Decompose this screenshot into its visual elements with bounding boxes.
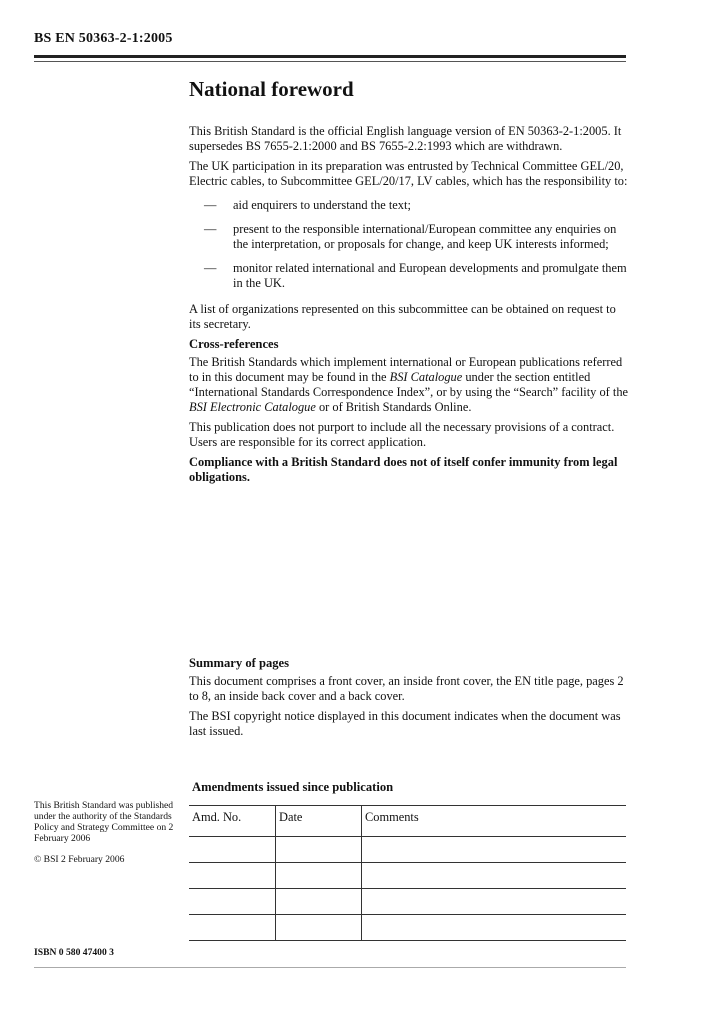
cross-references-heading: Cross-references bbox=[189, 337, 279, 351]
table-row bbox=[189, 837, 626, 863]
dash-bullet: — bbox=[204, 222, 217, 236]
foreword-body bbox=[189, 124, 629, 490]
amendments-title: Amendments issued since publication bbox=[192, 780, 394, 794]
list-item bbox=[189, 222, 629, 252]
column-header-date: Date bbox=[276, 806, 362, 837]
table-cell bbox=[189, 837, 276, 863]
table-header-row bbox=[189, 806, 626, 837]
table-cell bbox=[276, 915, 362, 941]
table-cell bbox=[362, 863, 627, 889]
provisions-paragraph: This publication does not purport to include all the necessary provisions of a contract. Users are responsible for its correct application. bbox=[189, 420, 615, 449]
responsibility-list bbox=[189, 198, 629, 291]
cross-ref-text: The British Standards which implement international or European publications referred to in this document may be found in the bbox=[189, 355, 623, 384]
footer-rule bbox=[34, 967, 626, 968]
intro-paragraph: This British Standard is the official English language version of EN 50363-2-1:2005. It supersedes BS 7655-2.1:2000 and BS 7655-2.2:1993 which are withdrawn. bbox=[189, 124, 622, 153]
table-cell bbox=[276, 837, 362, 863]
table-row bbox=[189, 863, 626, 889]
bsi-electronic-catalogue-ref: BSI Electronic Catalogue bbox=[189, 400, 316, 414]
table-cell bbox=[189, 863, 276, 889]
table-cell bbox=[276, 863, 362, 889]
amendments-table bbox=[189, 805, 626, 941]
cross-ref-text: or of British Standards Online. bbox=[315, 400, 472, 414]
list-item bbox=[189, 261, 629, 291]
column-header-amd-no: Amd. No. bbox=[189, 806, 276, 837]
table-cell bbox=[362, 889, 627, 915]
document-id: BS EN 50363-2-1:2005 bbox=[34, 31, 173, 46]
table-cell bbox=[362, 837, 627, 863]
organizations-note: A list of organizations represented on this subcommittee can be obtained on request to its secretary. bbox=[189, 302, 616, 331]
publication-authority-note: This British Standard was published under the authority of the Standards Policy and Strategy Committee on 2 February 2006 bbox=[34, 800, 174, 844]
copyright-line: © BSI 2 February 2006 bbox=[34, 854, 125, 865]
table-cell bbox=[189, 889, 276, 915]
header-rule-thin bbox=[34, 61, 626, 62]
list-item bbox=[189, 198, 629, 213]
dash-bullet: — bbox=[204, 261, 217, 275]
cross-references-paragraph bbox=[189, 355, 629, 415]
header-rule-thick bbox=[34, 55, 626, 58]
summary-of-pages bbox=[189, 656, 629, 744]
column-header-comments: Comments bbox=[362, 806, 627, 837]
table-row bbox=[189, 889, 626, 915]
list-item-text: aid enquirers to understand the text; bbox=[233, 198, 411, 212]
table-cell bbox=[276, 889, 362, 915]
summary-paragraph: This document comprises a front cover, an inside front cover, the EN title page, pages 2 to 8, an inside back cover and a back cover. bbox=[189, 674, 624, 703]
list-item-text: present to the responsible international/European committee any enquiries on the interpretation, or proposals for change, and keep UK interests informed; bbox=[233, 222, 617, 251]
summary-heading: Summary of pages bbox=[189, 656, 290, 670]
bsi-catalogue-ref: BSI Catalogue bbox=[389, 370, 463, 384]
table-cell bbox=[189, 915, 276, 941]
cross-ref-text: under the section entitled “International Standards Correspondence Index”, or by using the “Search” facility of the bbox=[189, 370, 629, 399]
copyright-notice-paragraph: The BSI copyright notice displayed in this document indicates when the document was last issued. bbox=[189, 709, 621, 738]
table-row bbox=[189, 915, 626, 941]
page-title: National foreword bbox=[189, 77, 354, 101]
compliance-statement: Compliance with a British Standard does not of itself confer immunity from legal obligations. bbox=[189, 455, 618, 484]
list-item-text: monitor related international and European developments and promulgate them in the UK. bbox=[233, 261, 627, 290]
publication-sidebar bbox=[34, 800, 184, 875]
participation-paragraph: The UK participation in its preparation was entrusted by Technical Committee GEL/20, Electric cables, to Subcommittee GEL/20/17, LV cables, which has the responsibility to: bbox=[189, 159, 628, 188]
isbn: ISBN 0 580 47400 3 bbox=[34, 947, 114, 958]
table-cell bbox=[362, 915, 627, 941]
dash-bullet: — bbox=[204, 198, 217, 212]
